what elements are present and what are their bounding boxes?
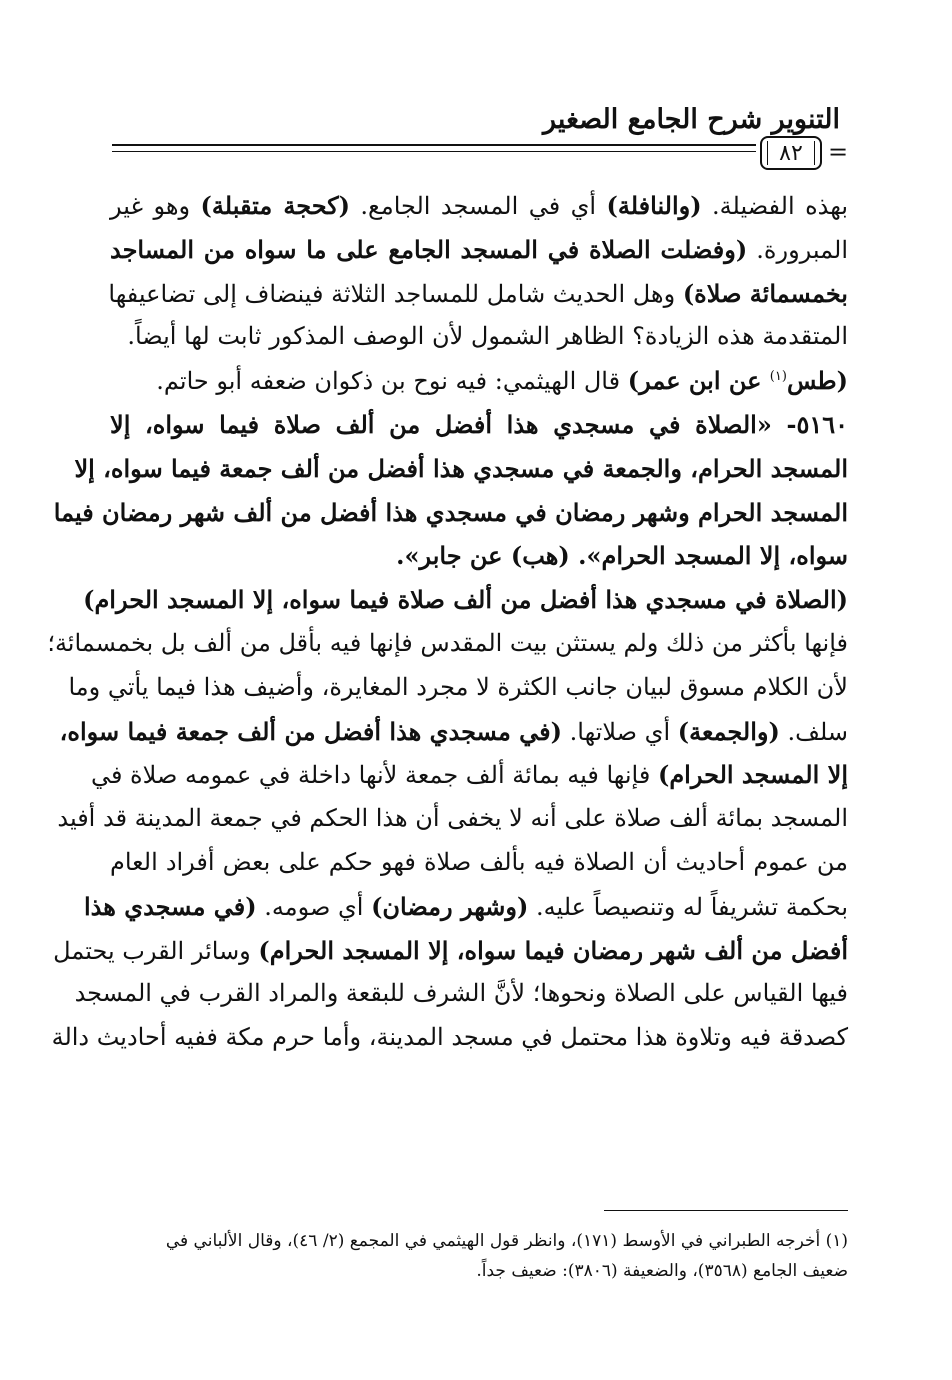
bold-text-run: أفضل من ألف شهر رمضان فيما سواه، إلا المسجد الحرام) — [258, 935, 848, 965]
text-run: وسائر القرب يحتمل — [53, 936, 259, 965]
bold-text-run: ٥١٦٠- «الصلاة في مسجدي هذا أفضل من ألف صلاة فيما سواه، إلا — [110, 409, 848, 439]
header-rule-thick — [112, 144, 756, 146]
bold-text-run: (الصلاة في مسجدي هذا أفضل من ألف صلاة فيما سواه، إلا المسجد الحرام) — [83, 585, 848, 615]
text-run: وهل الحديث شامل للمساجد الثلاثة فينضاف إلى تضاعيفها — [108, 279, 683, 308]
text-run: المبرورة. — [747, 235, 848, 264]
bold-text-run: (وشهر رمضان) — [371, 891, 529, 921]
text-run: سلف. — [779, 717, 848, 746]
text-line — [57, 797, 848, 841]
text-run: أي صومه. — [256, 892, 372, 921]
text-run: أي في المسجد الجامع. — [350, 192, 607, 220]
running-header-title: التنوير شرح الجامع الصغير — [543, 104, 840, 135]
bold-text-run: (في مسجدي هذا أفضل من ألف جمعة فيما سواه، — [59, 716, 563, 746]
bold-text-run: (في مسجدي هذا — [84, 891, 257, 921]
text-run: أي صلاتها. — [562, 717, 678, 746]
text-run: بهذه الفضيلة. — [701, 192, 849, 220]
bold-text-run: عن ابن عمر) — [627, 366, 770, 396]
header-ornament-mark: = — [828, 138, 849, 166]
bold-text-run: بخمسمائة صلاة) — [682, 278, 848, 308]
bold-text-run: إلا المسجد الحرام) — [657, 760, 848, 790]
text-run: وهو غير — [110, 192, 201, 220]
text-line — [110, 184, 848, 228]
text-run: كصدقة فيه وتلاوة هذا محتمل في مسجد المدينة، وأما حرم مكة ففيه أحاديث دالة — [51, 1023, 848, 1052]
text-line — [74, 972, 848, 1016]
text-run: فإنها فيه بمائة ألف جمعة لأنها داخلة في عمومه صلاة في — [90, 761, 658, 790]
bold-text-run: سواه، إلا المسجد الحرام». (هب) عن جابر». — [396, 541, 848, 571]
text-line — [51, 1016, 848, 1060]
bold-text-run: (والجمعة) — [677, 716, 780, 746]
text-line — [53, 491, 848, 535]
main-text-body — [47, 184, 849, 1060]
text-run: المسجد بمائة ألف صلاة على أنه لا يخفى أن هذا الحكم في جمعة المدينة قد أفيد — [57, 804, 848, 833]
text-line — [47, 622, 848, 666]
footnote-line: ضعيف الجامع (٣٥٦٨)، والضعيفة (٣٨٠٦): ضعيف جداً. — [476, 1261, 848, 1281]
text-run: فيها القياس على الصلاة ونحوها؛ لأنَّ الشرف للبقعة والمراد القرب في المسجد — [74, 979, 848, 1008]
text-line — [110, 315, 848, 359]
page-number: ٨٢ — [779, 140, 803, 166]
bold-text-run: (كحجة متقبلة) — [200, 191, 350, 220]
text-line — [83, 578, 848, 622]
bold-text-run: (والنافلة) — [606, 191, 702, 220]
text-line — [59, 710, 848, 754]
text-line — [53, 929, 848, 973]
footnote-separator — [604, 1210, 848, 1211]
footnote-line: (١) أخرجه الطبراني في الأوسط (١٧١)، وانظر قول الهيثمي في المجمع (٢/ ٤٦)، وقال الألباني في — [165, 1231, 848, 1251]
text-line — [90, 753, 848, 797]
text-line — [110, 228, 848, 272]
bold-text-run: المسجد الحرام وشهر رمضان في مسجدي هذا أفضل من ألف شهر رمضان فيما — [53, 497, 848, 527]
text-line — [110, 534, 848, 578]
header-rule-thin — [112, 151, 756, 152]
text-line — [110, 841, 848, 885]
text-run: المتقدمة هذه الزيادة؟ الظاهر الشمول لأن الوصف المذكور ثابت لها أيضاً. — [127, 322, 848, 351]
text-run: لأن الكلام مسوق لبيان جانب الكثرة لا مجرد المغايرة، وأضيف هذا فيما يأتي وما — [68, 672, 848, 701]
text-line — [68, 666, 848, 710]
text-line — [110, 403, 848, 447]
text-line — [110, 359, 848, 403]
text-run: قال الهيثمي: فيه نوح بن ذكوان ضعفه أبو حاتم. — [156, 367, 628, 396]
footnote — [110, 1226, 848, 1286]
footnote-ref: (١) — [769, 369, 787, 385]
text-run: فإنها بأكثر من ذلك ولم يستثن بيت المقدس فإنها فيه بأقل من ألف بل بخمسمائة؛ — [47, 628, 848, 657]
bold-text-run: (وفضلت الصلاة في المسجد الجامع على ما سواه من المساجد — [110, 234, 748, 264]
bold-text-run: المسجد الحرام، والجمعة في مسجدي هذا أفضل من ألف جمعة فيما سواه، إلا — [74, 453, 848, 483]
text-run: بحكمة تشريفاً له وتنصيصاً عليه. — [528, 892, 848, 921]
page-number-box — [760, 136, 822, 170]
text-line — [84, 885, 848, 929]
text-line — [110, 272, 848, 316]
bold-text-run: (طس — [786, 366, 848, 396]
text-run: من عموم أحاديث أن الصلاة فيه بألف صلاة فهو حكم على بعض أفراد العام — [110, 847, 848, 876]
text-line — [74, 447, 848, 491]
